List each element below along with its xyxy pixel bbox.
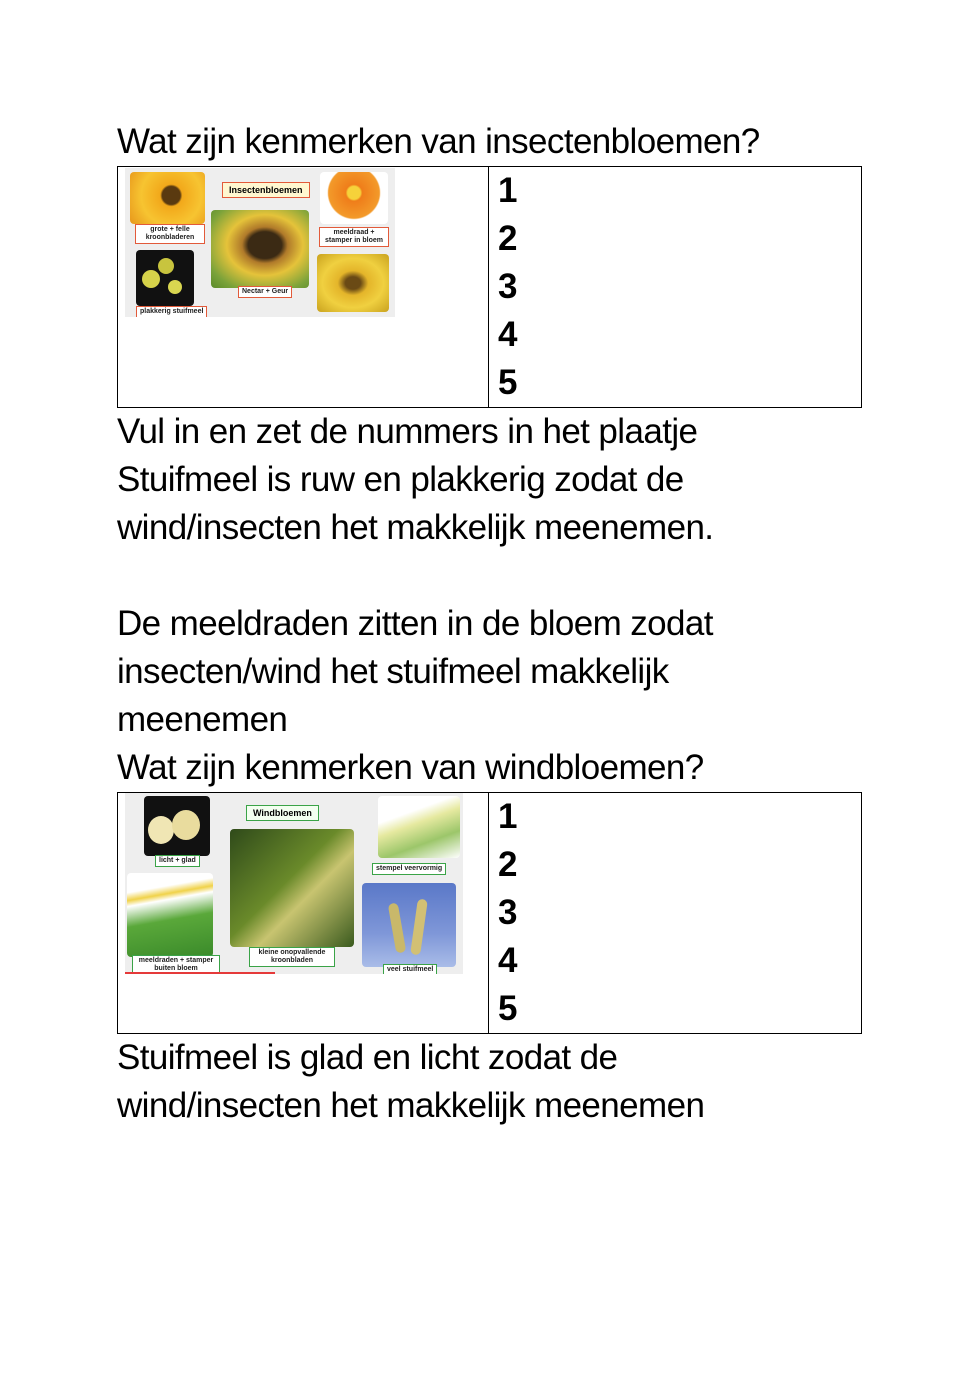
pollen-statement-line-1: Stuifmeel is ruw en plakkerig zodat de: [117, 460, 684, 499]
question-insect-flowers: Wat zijn kenmerken van insectenbloemen?: [117, 122, 760, 161]
sunflower-bee-photo: [130, 172, 205, 224]
label-stamen-pistil-inside: meeldraad + stamper in bloem: [319, 227, 389, 247]
stamen-statement-line-2: insecten/wind het stuifmeel makkelijk: [117, 652, 669, 691]
label-sticky-pollen: plakkerig stuifmeel: [136, 306, 207, 317]
wind-answer-number-1: 1: [498, 797, 518, 836]
flower-diagram: [320, 172, 388, 224]
label-much-pollen: veel stuifmeel: [383, 964, 437, 974]
insect-image-cell: [118, 167, 489, 408]
answer-number-4: 4: [498, 315, 518, 354]
insect-image-title: Insectenbloemen: [222, 182, 310, 198]
wind-image-cell: [118, 793, 489, 1034]
insect-flowers-table: [117, 166, 862, 408]
label-nectar-scent: Nectar + Geur: [238, 286, 292, 298]
label-large-petals: grote + felle kroonbladeren: [135, 224, 205, 244]
wind-pollen-statement-line-2: wind/insecten het makkelijk meenemen: [117, 1086, 705, 1125]
insect-flowers-image: [125, 168, 395, 317]
wind-answer-number-2: 2: [498, 845, 518, 884]
pollen-statement-line-2: wind/insecten het makkelijk meenemen.: [117, 508, 714, 547]
wind-answers-cell[interactable]: [489, 793, 862, 1034]
progress-line: [125, 972, 275, 974]
answer-number-5: 5: [498, 363, 518, 402]
stamens-outside-diagram: [127, 873, 213, 957]
insect-answers-cell[interactable]: [489, 167, 862, 408]
spacer: [117, 552, 862, 600]
label-feathery-stigma: stempel veervormig: [372, 863, 446, 875]
bee-on-flower-photo: [211, 210, 309, 288]
sticky-pollen-photo: [136, 250, 194, 306]
answer-number-3: 3: [498, 267, 518, 306]
label-small-petals: kleine onopvallende kroonbladen: [249, 947, 335, 967]
wind-answer-number-4: 4: [498, 941, 518, 980]
worksheet: [117, 118, 862, 1130]
stamen-statement-line-3: meenemen: [117, 700, 288, 739]
feathery-stigma-diagram: [378, 796, 460, 858]
wind-image-title: Windbloemen: [246, 805, 319, 821]
wind-flowers-image: [125, 793, 463, 974]
smooth-pollen-photo: [144, 796, 210, 856]
grass-flower-photo: [230, 829, 354, 947]
instruction-line: Vul in en zet de nummers in het plaatje: [117, 412, 698, 451]
wind-pollen-statement-line-1: Stuifmeel is glad en licht zodat de: [117, 1038, 618, 1077]
wind-answer-number-5: 5: [498, 989, 518, 1028]
wind-answer-number-3: 3: [498, 893, 518, 932]
label-stamens-outside: meeldraden + stamper buiten bloem: [132, 955, 220, 974]
bee-yellow-flower-photo: [317, 254, 389, 312]
question-wind-flowers: Wat zijn kenmerken van windbloemen?: [117, 748, 704, 787]
answer-number-1: 1: [498, 171, 518, 210]
answer-number-2: 2: [498, 219, 518, 258]
label-light-smooth: licht + glad: [155, 855, 200, 867]
catkins-photo: [362, 883, 456, 967]
stamen-statement-line-1: De meeldraden zitten in de bloem zodat: [117, 604, 713, 643]
wind-flowers-table: [117, 792, 862, 1034]
